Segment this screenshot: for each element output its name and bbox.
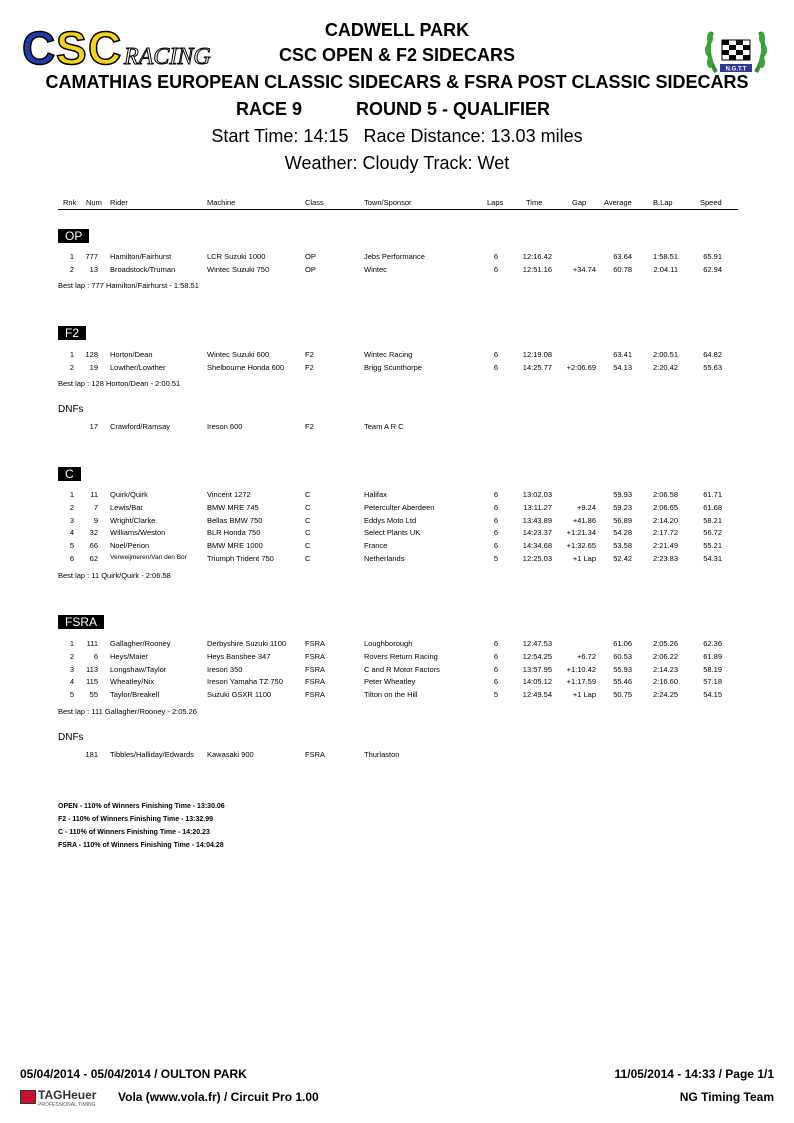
logo-text: N.G.T.T bbox=[725, 66, 747, 73]
cell-rnk: 5 bbox=[69, 541, 74, 551]
cell-time: 13:43.89 bbox=[522, 515, 552, 525]
cell-class: F2 bbox=[305, 422, 314, 431]
cell-speed: 56.72 bbox=[703, 528, 722, 538]
cell-town: Wintec Racing bbox=[364, 350, 413, 359]
cell-time: 14:34.68 bbox=[522, 541, 552, 551]
cell-speed: 57.18 bbox=[703, 677, 722, 687]
cell-blap: 1:58.51 bbox=[652, 252, 678, 261]
cell-gap: +41.86 bbox=[572, 515, 596, 525]
cell-blap: 2:17.72 bbox=[652, 528, 678, 538]
footer-printed: 11/05/2014 - 14:33 / Page 1/1 bbox=[614, 1067, 774, 1081]
cell-blap: 2:00.51 bbox=[652, 350, 678, 359]
cell-machine: BLR Honda 750 bbox=[207, 528, 261, 538]
cell-laps: 6 bbox=[493, 639, 499, 648]
cell-num: 777 bbox=[85, 252, 98, 261]
cell-laps: 6 bbox=[493, 541, 499, 551]
cell-laps: 6 bbox=[493, 515, 499, 525]
table-row bbox=[0, 677, 794, 689]
cell-rnk: 3 bbox=[69, 515, 74, 525]
cell-gap: +1:21.34 bbox=[566, 528, 596, 538]
svg-text:RACING: RACING bbox=[124, 44, 211, 70]
cell-town: Tilton on the Hill bbox=[364, 690, 418, 700]
cell-avg: 50.75 bbox=[613, 690, 632, 700]
cell-speed: 58.21 bbox=[703, 515, 722, 525]
cell-gap: +1:17.59 bbox=[566, 677, 596, 687]
cell-blap: 2:16.60 bbox=[652, 677, 678, 687]
cell-rider: Wright/Clarke bbox=[110, 515, 156, 525]
cell-class: FSRA bbox=[305, 750, 326, 759]
cell-speed: 54.15 bbox=[703, 690, 722, 700]
cell-machine: LCR Suzuki 1000 bbox=[207, 252, 266, 261]
col-speed: Speed bbox=[700, 198, 722, 207]
cell-blap: 2:14.20 bbox=[652, 515, 678, 525]
table-row bbox=[0, 490, 794, 502]
venue-title: CADWELL PARK bbox=[324, 20, 470, 40]
dnfs-heading-fsra: DNFs bbox=[58, 732, 84, 743]
cell-speed: 61.68 bbox=[703, 502, 722, 512]
event-subtitle: CAMATHIAS EUROPEAN CLASSIC SIDECARS & FSRA POST CLASSIC SIDECARS bbox=[45, 72, 749, 92]
table-row bbox=[0, 516, 794, 528]
footer-software: Vola (www.vola.fr) / Circuit Pro 1.00 bbox=[118, 1090, 319, 1104]
cell-class: C bbox=[305, 541, 311, 551]
cell-blap: 2:24.25 bbox=[652, 690, 678, 700]
cell-machine: Heys Banshee 347 bbox=[207, 651, 271, 661]
cell-num: 7 bbox=[93, 502, 98, 512]
cell-gap: +1 Lap bbox=[572, 554, 596, 563]
cell-rider: Longshaw/Taylor bbox=[110, 664, 167, 674]
cell-machine: Ireson 350 bbox=[207, 664, 243, 674]
cell-time: 14:23.37 bbox=[522, 528, 552, 538]
cell-time: 13:02.03 bbox=[522, 490, 552, 499]
cell-town: Netherlands bbox=[364, 554, 405, 563]
col-time: Time bbox=[526, 198, 543, 207]
cell-gap: +1:10.42 bbox=[566, 664, 596, 674]
cell-blap: 2:06.22 bbox=[652, 651, 678, 661]
cell-avg: 56.89 bbox=[613, 515, 632, 525]
cell-town: Select Plants UK bbox=[364, 528, 421, 538]
cell-machine: Bellas BMW 750 bbox=[207, 515, 263, 525]
cell-rnk: 5 bbox=[69, 690, 74, 700]
table-row bbox=[0, 503, 794, 515]
table-row bbox=[0, 363, 794, 375]
cell-blap: 2:06.58 bbox=[652, 490, 678, 499]
best-lap-op: Best lap : 777 Hamilton/Fairhurst - 1:58.51 bbox=[58, 281, 199, 290]
weather-track: Weather: Cloudy Track: Wet bbox=[284, 153, 510, 173]
cell-avg: 54.28 bbox=[613, 528, 632, 538]
cell-avg: 63.64 bbox=[613, 252, 632, 261]
cell-time: 14:05.12 bbox=[522, 677, 552, 687]
footer-team: NG Timing Team bbox=[679, 1090, 774, 1104]
cell-time: 12:25.03 bbox=[522, 554, 552, 563]
cell-num: 111 bbox=[86, 639, 98, 648]
col-laps: Laps bbox=[487, 198, 504, 207]
svg-text:S: S bbox=[56, 22, 87, 74]
table-row bbox=[0, 690, 794, 702]
cell-time: 12:54.25 bbox=[522, 651, 552, 661]
cell-town: Peterculter Aberdeen bbox=[364, 502, 435, 512]
cell-machine: Wintec Suzuki 750 bbox=[207, 264, 270, 274]
col-machine: Machine bbox=[207, 198, 236, 207]
cell-blap: 2:20.42 bbox=[652, 362, 678, 372]
col-gap: Gap bbox=[572, 198, 587, 207]
cell-num: 55 bbox=[89, 690, 98, 700]
cell-class: C bbox=[305, 502, 311, 512]
cell-avg: 55.93 bbox=[613, 664, 632, 674]
cell-class: C bbox=[305, 554, 311, 563]
cell-class: FSRA bbox=[305, 651, 326, 661]
cell-num: 181 bbox=[85, 750, 98, 759]
cell-rider: Horton/Dean bbox=[110, 350, 153, 359]
cell-blap: 2:23.83 bbox=[652, 554, 678, 563]
cell-num: 128 bbox=[85, 350, 98, 359]
cell-machine: Derbyshire Suzuki 1100 bbox=[207, 639, 287, 648]
event-title: CSC OPEN & F2 SIDECARS bbox=[278, 45, 516, 65]
cell-town: Peter Wheatley bbox=[364, 677, 416, 687]
cell-avg: 60.78 bbox=[613, 264, 632, 274]
dnf-row bbox=[0, 422, 794, 434]
cell-rnk: 2 bbox=[69, 362, 74, 372]
cell-rnk: 3 bbox=[69, 664, 74, 674]
cell-time: 12:19.08 bbox=[522, 350, 552, 359]
cell-blap: 2:14.23 bbox=[652, 664, 678, 674]
cell-speed: 61.89 bbox=[703, 651, 722, 661]
best-lap-f2: Best lap : 128 Horton/Dean - 2:00.51 bbox=[58, 379, 181, 388]
cell-rider: Crawford/Ramsay bbox=[110, 422, 171, 431]
cell-speed: 62.94 bbox=[703, 264, 722, 274]
header-divider bbox=[58, 209, 738, 210]
cell-rnk: 1 bbox=[69, 350, 74, 359]
cell-num: 115 bbox=[86, 677, 98, 687]
cell-speed: 55.63 bbox=[703, 362, 722, 372]
cell-town: Jebs Performance bbox=[364, 252, 425, 261]
cell-rider: Noel/Perion bbox=[110, 541, 150, 551]
cell-laps: 6 bbox=[493, 252, 499, 261]
note-c: C - 110% of Winners Finishing Time - 14:20.23 bbox=[58, 829, 210, 836]
cell-laps: 6 bbox=[493, 502, 499, 512]
cell-laps: 6 bbox=[493, 664, 499, 674]
cell-blap: 2:05.26 bbox=[652, 639, 678, 648]
cell-rnk: 1 bbox=[69, 252, 74, 261]
cell-machine: Shelbourne Honda 600 bbox=[207, 362, 285, 372]
cell-time: 13:11.27 bbox=[523, 502, 552, 512]
cell-laps: 6 bbox=[493, 350, 499, 359]
cell-gap: +6.72 bbox=[577, 651, 596, 661]
start-distance: Start Time: 14:15 Race Distance: 13.03 miles bbox=[211, 126, 583, 146]
cell-blap: 2:21.49 bbox=[652, 541, 678, 551]
cell-rider: Verweijmeren/Van den Bor bbox=[110, 554, 187, 561]
cell-class: C bbox=[305, 528, 311, 538]
cell-gap: +1 Lap bbox=[572, 690, 596, 700]
cell-machine: Kawasaki 900 bbox=[207, 750, 254, 759]
table-row bbox=[0, 528, 794, 540]
cell-class: FSRA bbox=[305, 639, 326, 648]
cell-rnk: 1 bbox=[69, 639, 74, 648]
cell-class: FSRA bbox=[305, 677, 326, 687]
cell-num: 62 bbox=[89, 554, 98, 563]
cell-time: 12:49.54 bbox=[522, 690, 552, 700]
brand-tag: TAGHeuer bbox=[38, 1088, 97, 1102]
cell-avg: 53.58 bbox=[613, 541, 632, 551]
table-row bbox=[0, 652, 794, 664]
cell-class: FSRA bbox=[305, 664, 326, 674]
cell-town: Team A R C bbox=[364, 422, 404, 431]
cell-class: OP bbox=[305, 252, 316, 261]
cell-machine: Suzuki GSXR 1100 bbox=[207, 690, 272, 700]
cell-class: F2 bbox=[305, 350, 314, 359]
cell-avg: 59.23 bbox=[613, 502, 632, 512]
cell-avg: 52.42 bbox=[613, 554, 632, 563]
round-label: ROUND 5 - QUALIFIER bbox=[356, 99, 551, 119]
cell-rider: Gallagher/Rooney bbox=[110, 639, 171, 648]
cell-gap: +1:32.65 bbox=[566, 541, 596, 551]
race-number: RACE 9 bbox=[236, 99, 303, 119]
cell-laps: 5 bbox=[493, 554, 499, 563]
cell-class: C bbox=[305, 515, 311, 525]
col-rnk: Rnk bbox=[63, 198, 77, 207]
cell-num: 11 bbox=[90, 490, 98, 499]
cell-laps: 6 bbox=[493, 528, 499, 538]
cell-speed: 64.82 bbox=[703, 350, 722, 359]
cell-machine: BMW MRE 1000 bbox=[207, 541, 263, 551]
cell-speed: 62.36 bbox=[703, 639, 722, 648]
table-row bbox=[0, 541, 794, 553]
cell-num: 9 bbox=[93, 515, 98, 525]
cell-blap: 2:04.11 bbox=[653, 264, 678, 274]
cell-time: 13:57.95 bbox=[522, 664, 552, 674]
cell-town: Thurlaston bbox=[364, 750, 400, 759]
footer-dates: 05/04/2014 - 05/04/2014 / OULTON PARK bbox=[20, 1067, 247, 1081]
table-row bbox=[0, 639, 794, 651]
class-label-op: OP bbox=[58, 229, 89, 243]
cell-speed: 65.91 bbox=[703, 252, 722, 261]
table-row bbox=[0, 265, 794, 277]
cell-gap: +34.74 bbox=[572, 264, 596, 274]
table-row bbox=[0, 350, 794, 362]
cell-avg: 63.41 bbox=[613, 350, 632, 359]
cell-laps: 6 bbox=[493, 490, 499, 499]
cell-rider: Heys/Maier bbox=[110, 651, 148, 661]
cell-time: 12:16.42 bbox=[522, 252, 552, 261]
note-f2: F2 - 110% of Winners Finishing Time - 13:32.99 bbox=[58, 816, 214, 823]
cell-town: Eddys Moto Ltd bbox=[364, 515, 417, 525]
cell-num: 113 bbox=[86, 664, 98, 674]
cell-town: France bbox=[364, 541, 388, 551]
best-lap-fsra: Best lap : 111 Gallagher/Rooney - 2:05.26 bbox=[58, 707, 197, 716]
cell-num: 32 bbox=[89, 528, 98, 538]
dnf-row bbox=[0, 750, 794, 762]
class-label-c: C bbox=[58, 467, 81, 481]
cell-machine: Ireson Yamaha TZ 750 bbox=[207, 677, 283, 687]
cell-speed: 54.31 bbox=[703, 554, 722, 563]
cell-town: Halifax bbox=[364, 490, 387, 499]
cell-rider: Lowther/Lowther bbox=[110, 362, 166, 372]
col-class: Class bbox=[305, 198, 324, 207]
cell-avg: 60.53 bbox=[613, 651, 632, 661]
cell-avg: 61.06 bbox=[613, 639, 632, 648]
cell-avg: 59.93 bbox=[613, 490, 632, 499]
cell-rider: Quirk/Quirk bbox=[110, 490, 148, 499]
cell-town: C and R Motor Factors bbox=[364, 664, 440, 674]
cell-town: Wintec bbox=[364, 264, 387, 274]
col-num: Num bbox=[86, 198, 102, 207]
cell-rnk: 1 bbox=[69, 490, 74, 499]
class-label-fsra: FSRA bbox=[58, 615, 104, 629]
cell-laps: 6 bbox=[493, 362, 499, 372]
cell-machine: Vincent 1272 bbox=[207, 490, 251, 499]
table-row bbox=[0, 554, 794, 566]
cell-machine: BMW MRE 745 bbox=[207, 502, 259, 512]
cell-num: 13 bbox=[89, 264, 98, 274]
cell-gap: +9.24 bbox=[577, 502, 596, 512]
cell-town: Brigg Scunthorpe bbox=[364, 362, 422, 372]
cell-time: 12:47.53 bbox=[522, 639, 552, 648]
cell-machine: Triumph Trident 750 bbox=[207, 554, 274, 563]
cell-num: 17 bbox=[89, 422, 98, 431]
cell-rnk: 2 bbox=[69, 264, 74, 274]
table-row bbox=[0, 252, 794, 264]
cell-rider: Hamilton/Fairhurst bbox=[110, 252, 172, 261]
cell-time: 12:51.16 bbox=[522, 264, 552, 274]
cell-town: Loughborough bbox=[364, 639, 413, 648]
cell-class: OP bbox=[305, 264, 316, 274]
svg-text:C: C bbox=[22, 22, 56, 74]
cell-rider: Broadstock/Truman bbox=[110, 264, 176, 274]
cell-class: C bbox=[305, 490, 311, 499]
cell-speed: 58.19 bbox=[703, 664, 722, 674]
cell-laps: 6 bbox=[493, 677, 499, 687]
table-row bbox=[0, 665, 794, 677]
best-lap-c: Best lap : 11 Quirk/Quirk - 2:06.58 bbox=[58, 571, 171, 580]
cell-rnk: 4 bbox=[69, 677, 74, 687]
cell-gap: +2:06.69 bbox=[566, 362, 596, 372]
cell-blap: 2:06.65 bbox=[652, 502, 678, 512]
cell-laps: 5 bbox=[493, 690, 499, 700]
col-average: Average bbox=[604, 198, 632, 207]
col-rider: Rider bbox=[110, 198, 128, 207]
cell-num: 19 bbox=[89, 362, 98, 372]
brand-sub: PROFESSIONAL TIMING bbox=[38, 1102, 96, 1108]
cell-machine: Wintec Suzuki 600 bbox=[207, 350, 270, 359]
cell-rnk: 2 bbox=[69, 502, 74, 512]
note-open: OPEN - 110% of Winners Finishing Time - 13:30.06 bbox=[58, 803, 225, 810]
cell-avg: 54.13 bbox=[613, 362, 632, 372]
cell-speed: 55.21 bbox=[703, 541, 722, 551]
note-fsra: FSRA - 110% of Winners Finishing Time - 14:04.28 bbox=[58, 842, 224, 849]
cell-machine: Ireson 600 bbox=[207, 422, 243, 431]
cell-rider: Williams/Weston bbox=[110, 528, 166, 538]
col-town: Town/Sponsor bbox=[364, 198, 412, 207]
class-label-f2: F2 bbox=[58, 326, 86, 340]
cell-time: 14:25.77 bbox=[522, 362, 552, 372]
cell-num: 66 bbox=[89, 541, 98, 551]
col-blap: B.Lap bbox=[653, 198, 673, 207]
cell-rider: Wheatley/Nix bbox=[110, 677, 155, 687]
cell-laps: 6 bbox=[493, 651, 499, 661]
cell-rider: Taylor/Breakell bbox=[110, 690, 160, 700]
cell-rider: Lewis/Bar bbox=[110, 502, 143, 512]
cell-class: FSRA bbox=[305, 690, 326, 700]
tag-heuer-shield-icon bbox=[20, 1090, 36, 1104]
cell-avg: 55.46 bbox=[613, 677, 632, 687]
cell-speed: 61.71 bbox=[703, 490, 722, 499]
cell-rnk: 4 bbox=[69, 528, 74, 538]
cell-num: 6 bbox=[93, 651, 98, 661]
cell-laps: 6 bbox=[493, 264, 499, 274]
cell-rnk: 6 bbox=[69, 554, 74, 563]
cell-class: F2 bbox=[305, 362, 314, 372]
svg-text:C: C bbox=[88, 22, 122, 74]
cell-town: Rovers Return Racing bbox=[364, 651, 438, 661]
cell-rnk: 2 bbox=[69, 651, 74, 661]
cell-rider: Tibbles/Halliday/Edwards bbox=[110, 750, 194, 759]
dnfs-heading-f2: DNFs bbox=[58, 404, 84, 415]
